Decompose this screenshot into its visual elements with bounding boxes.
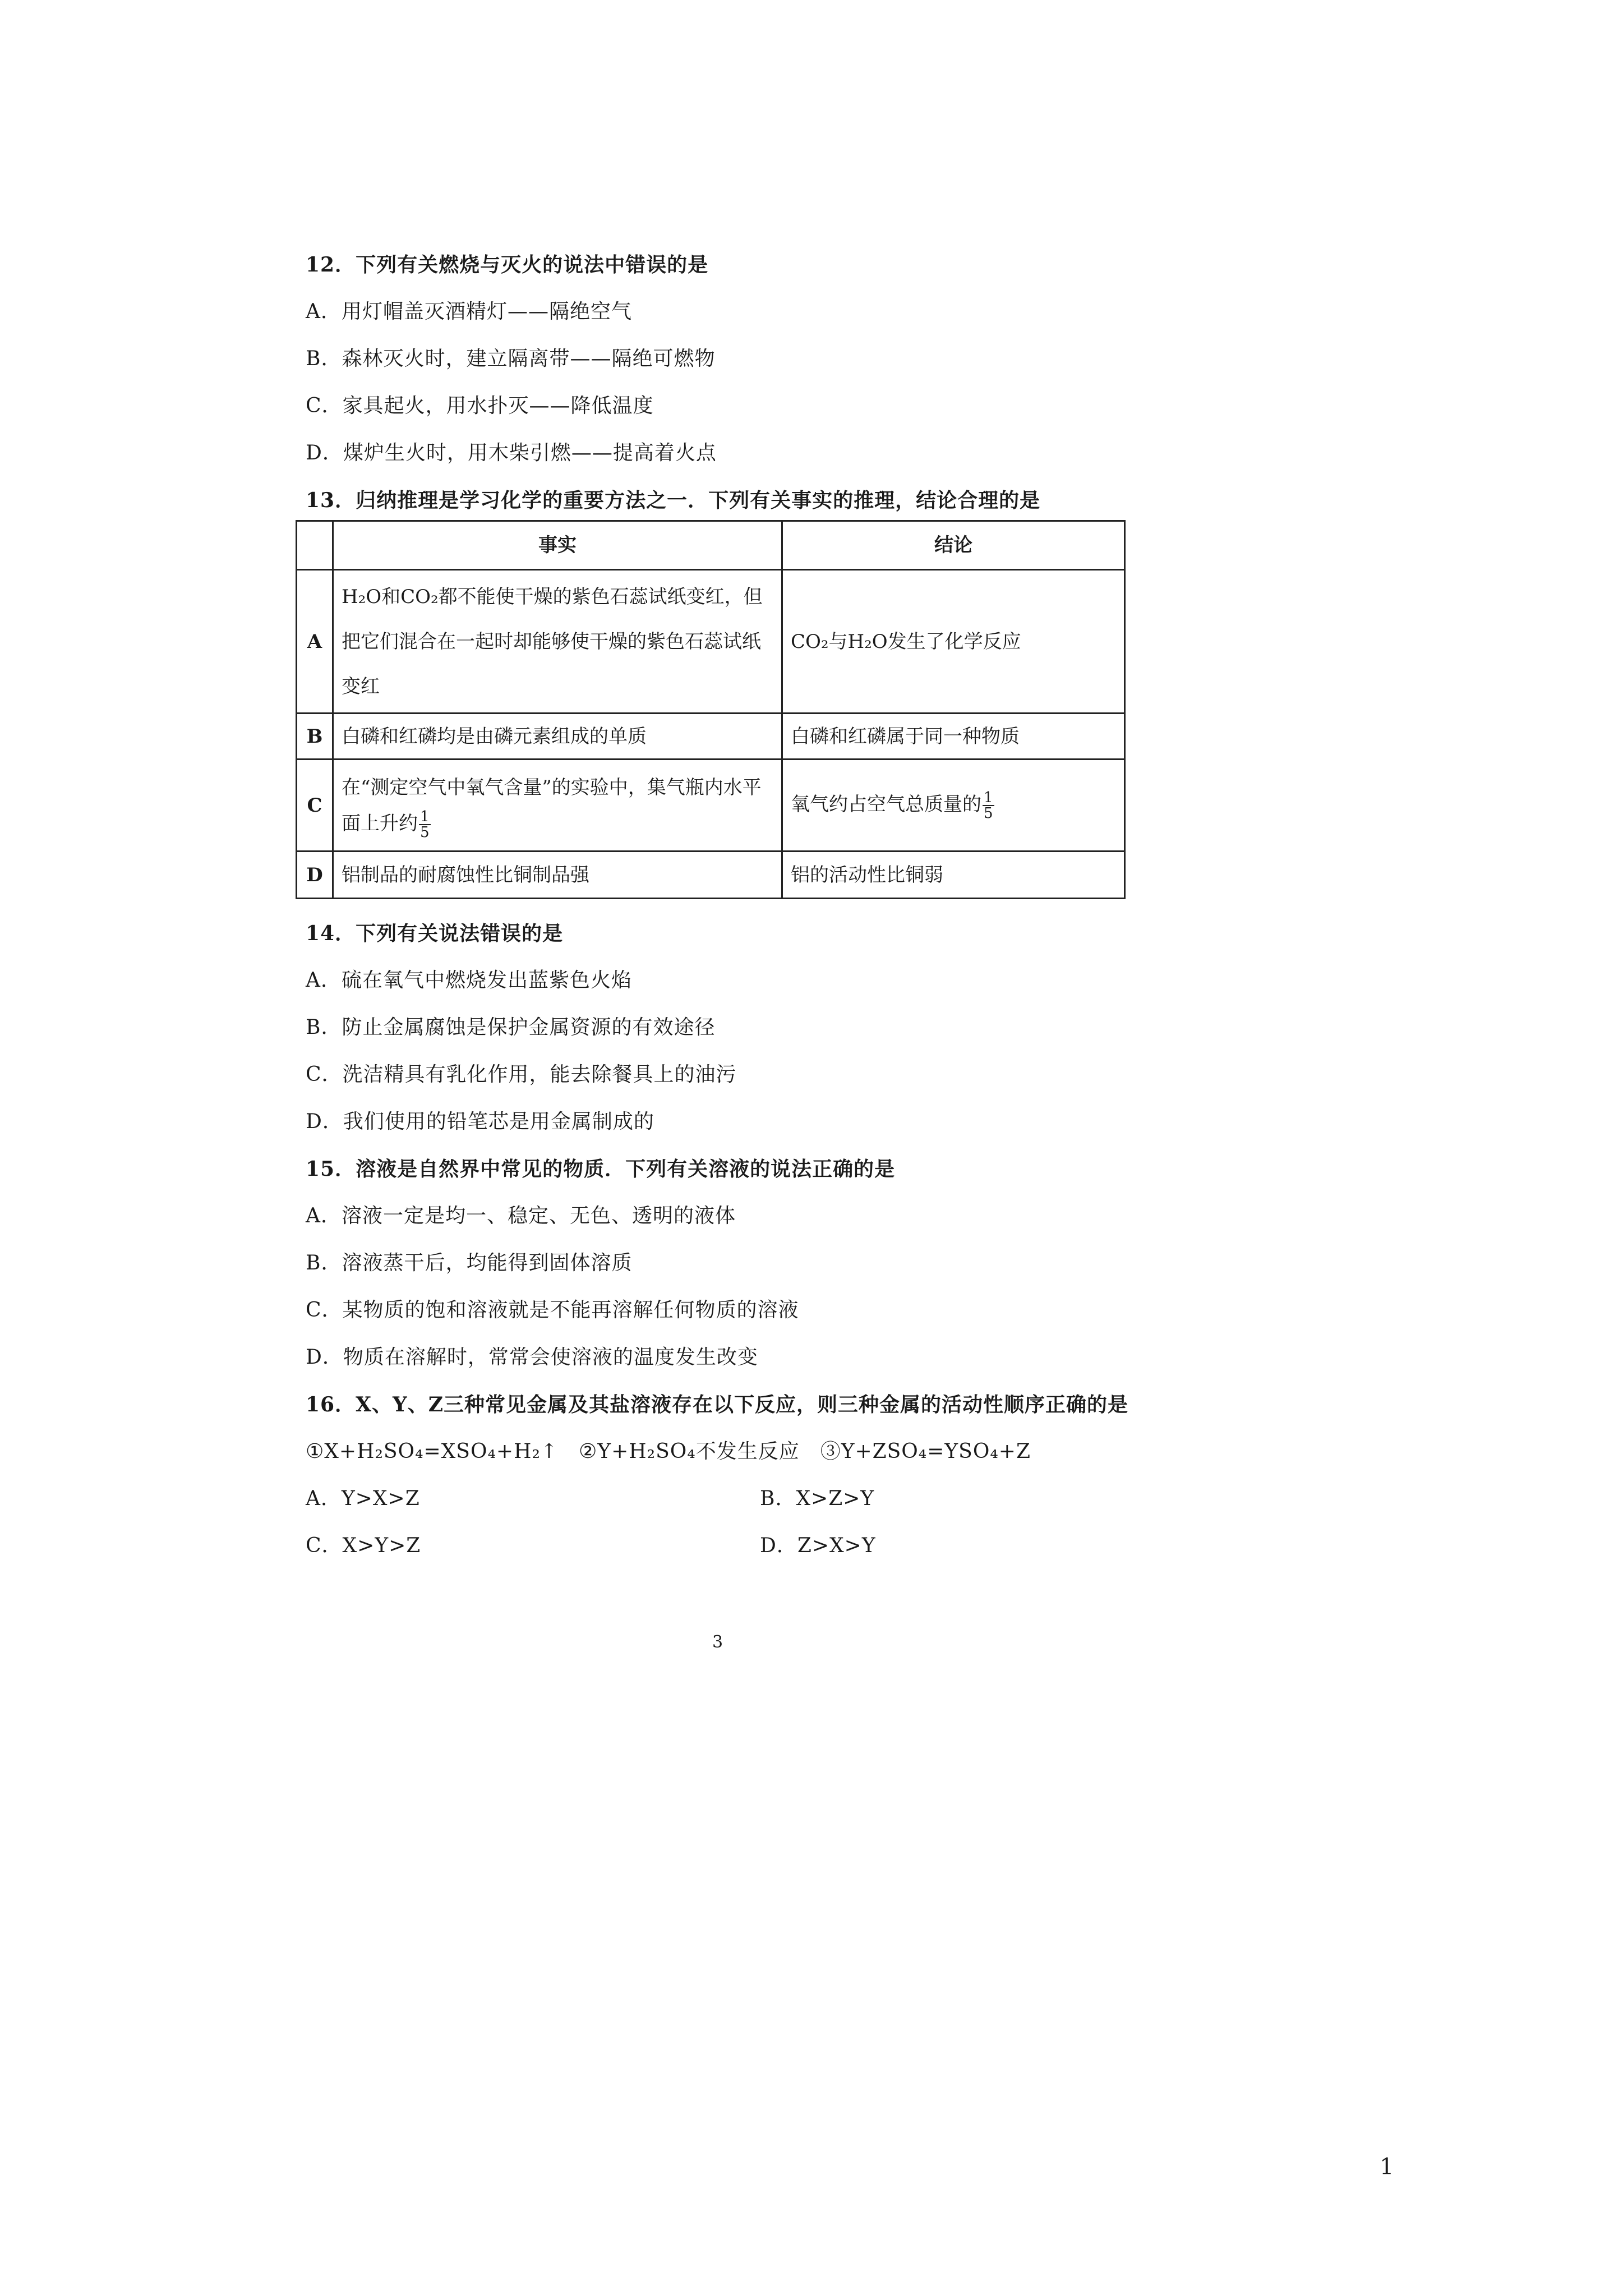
q13-row-fact: H₂O和CO₂都不能使干燥的紫色石蕊试纸变红，但把它们混合在一起时却能够使干燥的紫色石蕊试纸变红 [333,570,782,714]
fraction-denominator: 5 [420,823,430,841]
q13-header-blank [297,521,333,570]
q13-row-letter: B [297,714,333,760]
q13-row-conclusion: 铝的活动性比铜弱 [782,852,1125,899]
q12-option-d: D．煤炉生火时，用木柴引燃——提高着火点 [306,441,717,464]
q13-row-conclusion [782,760,1125,852]
fraction [983,790,994,821]
q16-option-d: D．Z>X>Y [760,1534,876,1557]
q13-header-fact: 事实 [333,521,782,570]
q13-row-conclusion: CO₂与H₂O发生了化学反应 [782,570,1125,714]
q13-header-conclusion: 结论 [782,521,1125,570]
q12-option-b: B．森林灭火时，建立隔离带——隔绝可燃物 [306,347,716,370]
fraction-denominator: 5 [984,805,993,822]
page-number-inner: 3 [712,1632,723,1652]
q15-title: 15．溶液是自然界中常见的物质．下列有关溶液的说法正确的是 [306,1157,896,1181]
q13-row-a [297,570,1125,714]
q15-option-b: B．溶液蒸干后，均能得到固体溶质 [306,1251,633,1274]
q16-title: 16．X、Y、Z三种常见金属及其盐溶液存在以下反应，则三种金属的活动性顺序正确的是 [306,1393,1129,1416]
fraction [419,809,431,840]
q16-option-b: B．X>Z>Y [760,1487,875,1510]
q13-row-c-conclusion-text: 氧气约占空气总质量的 [791,793,981,816]
q13-row-b [297,714,1125,760]
q13-row-letter: A [297,570,333,714]
fraction-numerator: 1 [984,789,993,806]
q15-option-a: A．溶液一定是均一、稳定、无色、透明的液体 [306,1204,736,1227]
q13-row-letter: C [297,760,333,852]
q13-row-fact: 白磷和红磷均是由磷元素组成的单质 [333,714,782,760]
q14-option-c: C．洗洁精具有乳化作用，能去除餐具上的油污 [306,1063,737,1086]
q13-title: 13．归纳推理是学习化学的重要方法之一．下列有关事实的推理，结论合理的是 [306,489,1041,512]
q14-option-b: B．防止金属腐蚀是保护金属资源的有效途径 [306,1016,716,1039]
q13-row-fact [333,760,782,852]
q14-title: 14．下列有关说法错误的是 [306,922,564,945]
q16-reactions: ①X+H₂SO₄=XSO₄+H₂↑ ②Y+H₂SO₄不发生反应 ③Y+ZSO₄=YSO₄+Z [306,1440,1031,1463]
q13-header-row [297,521,1125,570]
fraction-numerator: 1 [420,808,430,825]
q12-title: 12．下列有关燃烧与灭火的说法中错误的是 [306,253,709,277]
q13-table [296,520,1126,899]
q16-option-c: C．X>Y>Z [306,1534,421,1557]
q13-row-c-fact-text: 在“测定空气中氧气含量”的实验中，集气瓶内水平面上升约 [342,776,762,835]
q14-option-a: A．硫在氧气中燃烧发出蓝紫色火焰 [306,969,632,992]
q14-option-d: D．我们使用的铅笔芯是用金属制成的 [306,1110,654,1133]
q13-row-letter: D [297,852,333,899]
q13-row-c [297,760,1125,852]
q13-row-conclusion: 白磷和红磷属于同一种物质 [782,714,1125,760]
q12-option-a: A．用灯帽盖灭酒精灯——隔绝空气 [306,300,632,323]
q13-row-fact: 铝制品的耐腐蚀性比铜制品强 [333,852,782,899]
page-number-corner: 1 [1380,2154,1394,2180]
q16-option-a: A．Y>X>Z [306,1487,420,1510]
q13-row-d [297,852,1125,899]
q15-option-d: D．物质在溶解时，常常会使溶液的温度发生改变 [306,1346,758,1369]
q15-option-c: C．某物质的饱和溶液就是不能再溶解任何物质的溶液 [306,1299,799,1322]
q12-option-c: C．家具起火，用水扑灭——降低温度 [306,394,654,417]
